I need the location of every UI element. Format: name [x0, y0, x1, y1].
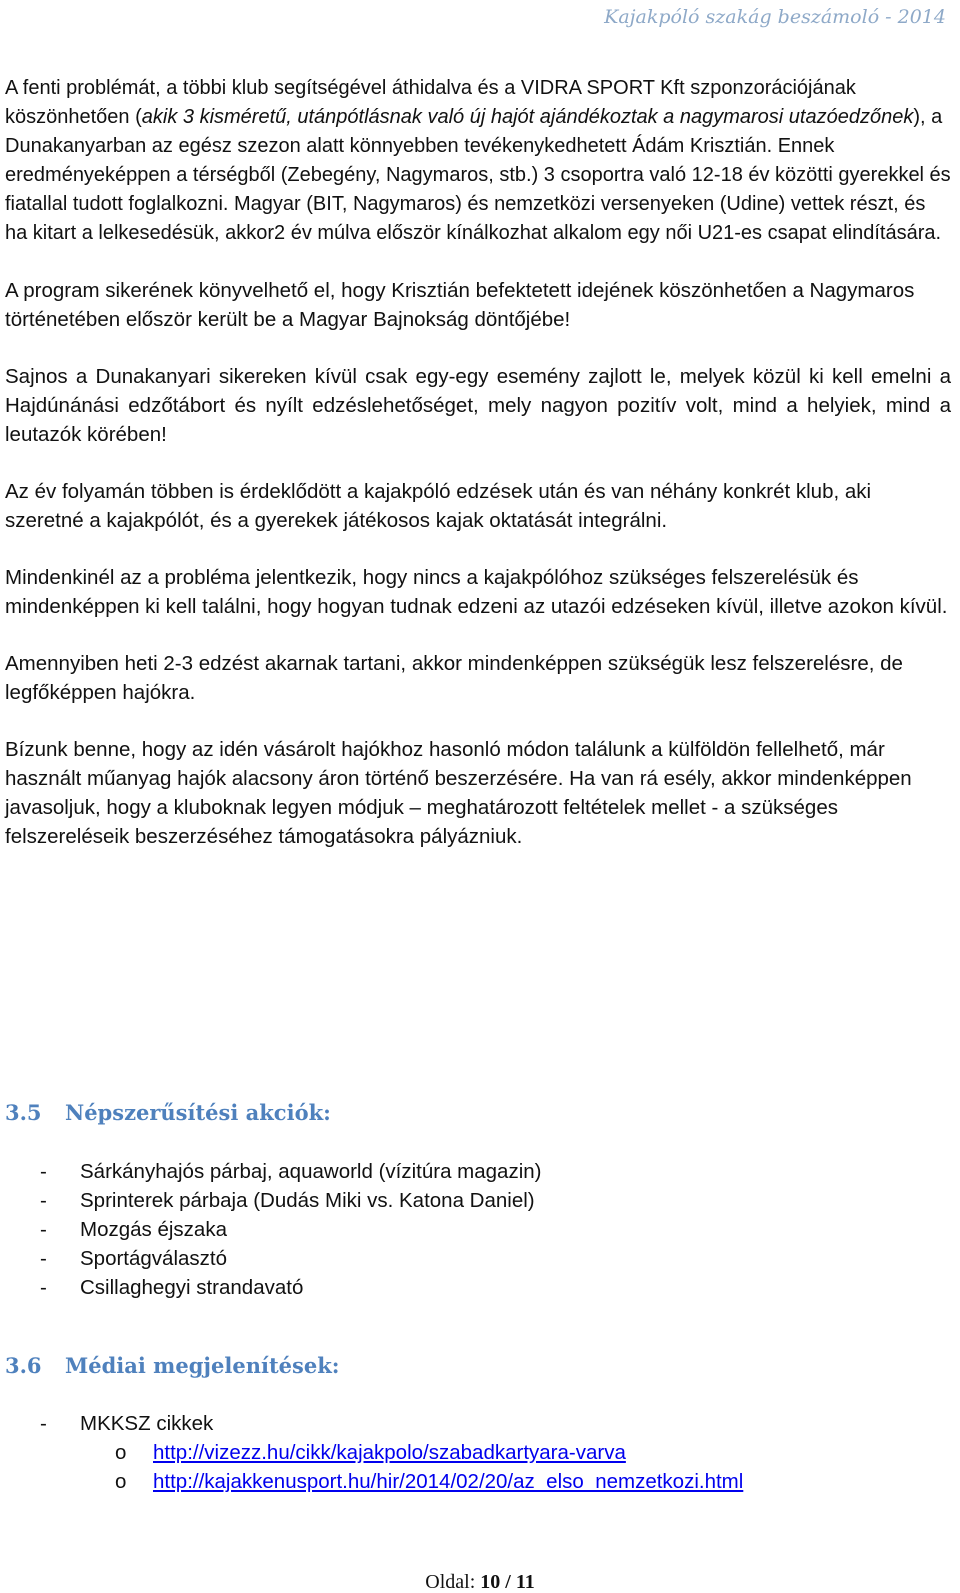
paragraph: Az év folyamán többen is érdeklődött a kajakpóló edzések után és van néhány konkrét klub, aki szeretné a kajakpólót, és a gyerekek játékosos kajak oktatását integrálni. — [5, 480, 872, 532]
media-links — [5, 1438, 743, 1496]
paragraph-text: ), a Dunakanyarban az egész szezon alatt könnyebben tevékenykedhetett Ádám Krisztián. Ennek eredményeképpen a térségből (Zebegény, Nagymaros, stb.) 3 csoportra való 12-18 év közötti gyerekkel és fiatallal tudott foglalkozni. Magyar (BIT, Nagymaros) és nemzetközi versenyeken (Udine) vettek részt, és ha kitart a lelkesedésük, akkor2 év múlva először kínálkozhat alkalom egy női U21-es csapat elindítására. — [5, 106, 951, 244]
page-footer — [0, 1572, 960, 1592]
list-item-text: Mozgás éjszaka — [80, 1218, 227, 1241]
paragraph — [5, 74, 951, 248]
sublist-item — [5, 1438, 743, 1467]
list-item-text: Sportágválasztó — [80, 1247, 228, 1270]
running-header: Kajakpóló szakág beszámoló - 2014 — [604, 6, 946, 28]
page-number: 10 / 11 — [480, 1571, 535, 1593]
body-text — [5, 74, 951, 851]
promotion-list — [5, 1157, 541, 1302]
article-link[interactable]: http://kajakkenusport.hu/hir/2014/02/20/az_elso_nemzetkozi.html — [153, 1470, 744, 1493]
dash-bullet: - — [40, 1276, 47, 1299]
list-item — [5, 1157, 541, 1186]
paragraph: Amennyiben heti 2-3 edzést akarnak tartani, akkor mindenképpen szükségük lesz felszerelésre, de legfőképpen hajókra. — [5, 652, 903, 704]
section-number: 3.5 — [5, 1100, 42, 1125]
media-list — [5, 1409, 743, 1496]
sublist-item — [5, 1467, 743, 1496]
list-item — [5, 1186, 541, 1215]
paragraph: Bízunk benne, hogy az idén vásárolt hajókhoz hasonló módon találunk a külföldön fellelhető, már használt műanyag hajók alacsony áron történő beszerzésére. Ha van rá esély, akkor mindenképpen javasoljuk, hogy a kluboknak legyen módjuk – meghatározott feltételek mellet - a szükséges felszereléseik beszerzéséhez támogatásokra pályázniuk. — [5, 738, 912, 848]
dash-bullet: - — [40, 1218, 47, 1241]
list-item — [5, 1409, 743, 1438]
sublist-container — [5, 1438, 743, 1496]
list-item-text: Sárkányhajós párbaj, aquaworld (vízitúra magazin) — [80, 1160, 542, 1183]
section-number: 3.6 — [5, 1353, 42, 1378]
dash-bullet: - — [40, 1247, 47, 1270]
list-item — [5, 1215, 541, 1244]
page-label: Oldal: — [425, 1571, 476, 1593]
list-item — [5, 1273, 541, 1302]
section-title: Médiai megjelenítések: — [65, 1353, 340, 1378]
paragraph-italic-text: akik 3 kisméretű, utánpótlásnak való új hajót ajándékoztak a nagymarosi utazóedzőnek — [141, 106, 914, 128]
section-heading-3-6 — [5, 1353, 340, 1378]
paragraph: A program sikerének könyvelhető el, hogy Krisztián befektetett idejének köszönhetően a Nagymaros történetében először került be a Magyar Bajnokság döntőjébe! — [5, 279, 915, 331]
section-heading-3-5 — [5, 1100, 331, 1125]
list-item-text: Csillaghegyi strandavató — [80, 1276, 304, 1299]
paragraph: Mindenkinél az a probléma jelentkezik, hogy nincs a kajakpólóhoz szükséges felszerelésük és mindenképpen ki kell találni, hogy hogyan tudnak edzeni az utazói edzéseken kívül, illetve azokon kívül. — [5, 566, 948, 618]
article-link[interactable]: http://vizezz.hu/cikk/kajakpolo/szabadkartyara-varva — [153, 1441, 626, 1464]
paragraph: Sajnos a Dunakanyari sikereken kívül csak egy-egy esemény zajlott le, melyek közül ki kell emelni a Hajdúnánási edzőtábort és nyílt edzéslehetőséget, mely nagyon pozitív volt, mind a helyiek, mind a leutazók körében! — [5, 365, 951, 446]
section-title: Népszerűsítési akciók: — [65, 1100, 331, 1125]
list-item — [5, 1244, 541, 1273]
dash-bullet: - — [40, 1189, 47, 1212]
dash-bullet: - — [40, 1412, 47, 1435]
paragraph-text: A fenti problémát, a többi klub segítségével áthidalva és a VIDRA SPORT Kft szponzorációjának köszönhetően ( — [5, 77, 856, 128]
list-item-text: Sprinterek párbaja (Dudás Miki vs. Katona Daniel) — [80, 1189, 535, 1212]
circle-bullet: o — [115, 1441, 127, 1464]
list-item-text: MKKSZ cikkek — [80, 1412, 214, 1435]
dash-bullet: - — [40, 1160, 47, 1183]
circle-bullet: o — [115, 1470, 127, 1493]
